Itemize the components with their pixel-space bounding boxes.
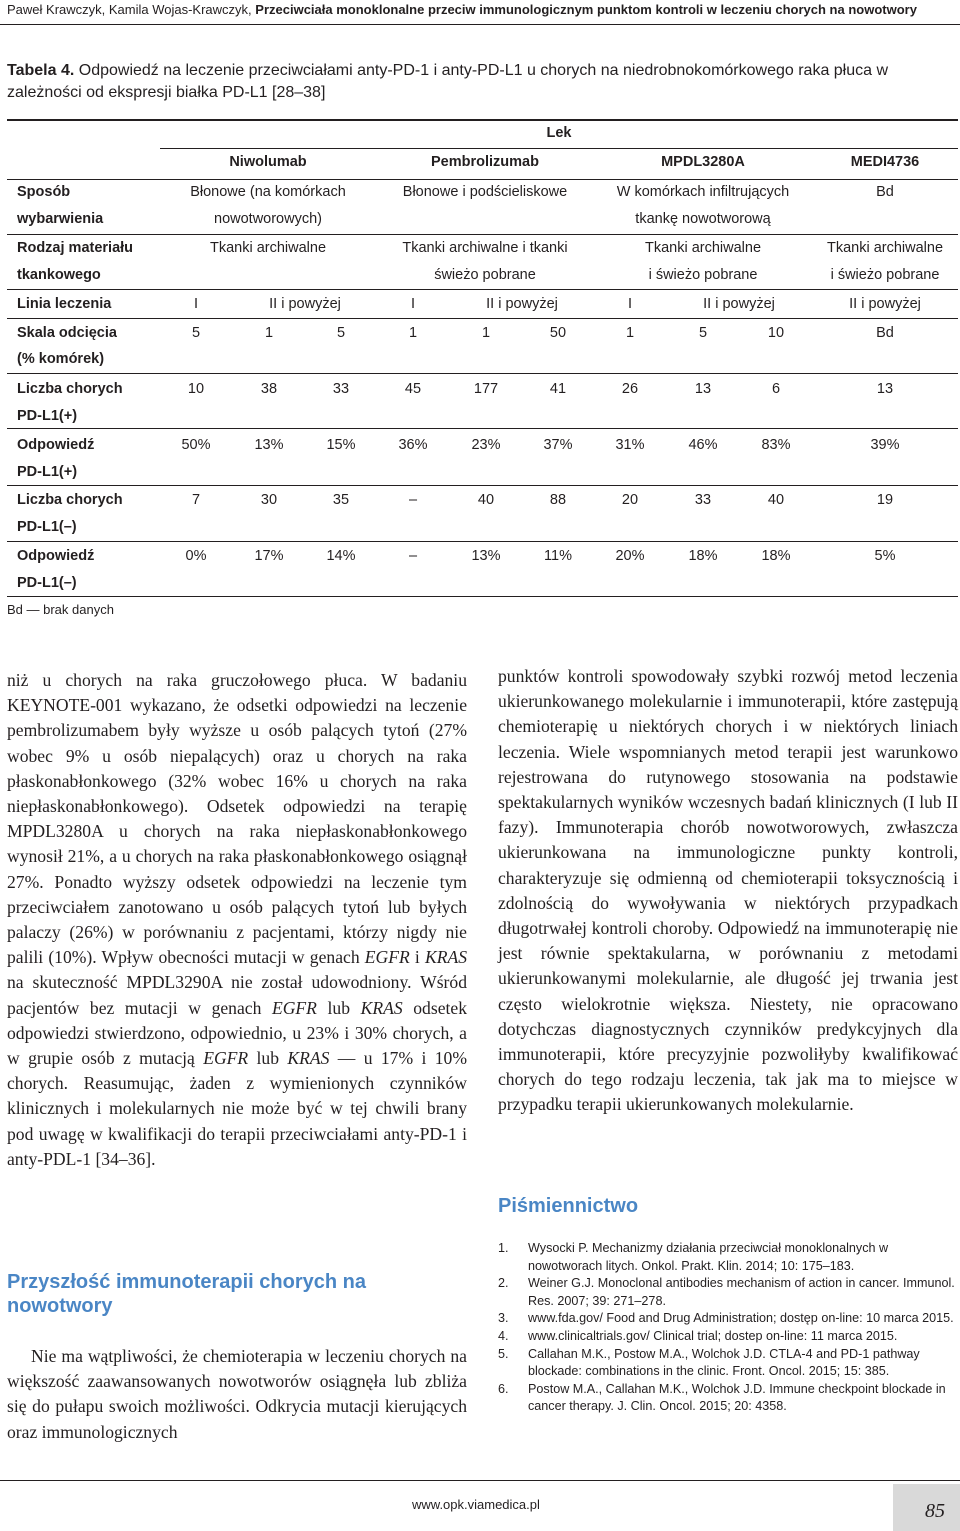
- cell-cutoff: 5: [698, 325, 708, 341]
- body-text: lub: [316, 997, 361, 1018]
- cell-cutoff: 1: [481, 325, 491, 341]
- cell-resp-neg: 17%: [254, 548, 284, 564]
- body-paragraph: punktów kontroli spowodowały szybki rozwój metod leczenia ukierunkowanego molekularnie i immunoterapii, które zastępują chemioterapię u niektórych chorych i w niektórych liniach leczenia. Wiele wspomnianych metod terapii jest warunkowo rejestrowana do rutynowego stosowania na podstawie spektakularnych wyników wczesnych badań klinicznych (I lub II fazy). Immunoterapia chorób nowotworowych, zwłaszcza ukierunkowana na immunologiczne punkty kontroli, charakteryzuje się odmienną od chemioterapii toksycznością i zdolnością do wywoływania w niektórych przypadkach długotrwałej kontroli choroby. Odpowiedź na immunoterapię nie jest równie spektakularna, w porównaniu z metodami ukierunkowanymi molekularnie, ale długość jej trwania jest często wielokrotnie większa. Niestety, nie opracowano dotychczas diagnostycznych czynników predykcyjnych dla immunoterapii, które precyzyjnie pozwoliłyby kwalifikować chorych do tego rodzaju leczenia, tak jak ma to miejsce w przypadku terapii ukierunkowanych molekularnie.: [498, 666, 958, 1115]
- cell-cutoff: 1: [625, 325, 635, 341]
- cell-resp-neg: 18%: [761, 548, 791, 564]
- cell-resp-neg: 20%: [615, 548, 645, 564]
- gene-name: EGFR: [364, 947, 410, 968]
- cell-resp-neg: –: [408, 548, 418, 564]
- cell-line: I: [193, 296, 199, 312]
- cell-line: II i powyżej: [703, 296, 775, 312]
- table-row-rule: [7, 373, 958, 374]
- footer-rule: [0, 1480, 960, 1481]
- cell-n-neg: 7: [191, 492, 201, 508]
- cell-n-pos: 6: [771, 381, 781, 397]
- row-label-line: Linia leczenia: [17, 296, 112, 312]
- row-label-staining-2: wybarwienia: [17, 211, 104, 227]
- footer-site: www.opk.viamedica.pl: [412, 1497, 540, 1512]
- cell-n-neg: 40: [477, 492, 495, 508]
- cell-staining-medi: Bd: [876, 184, 894, 200]
- row-label-n-pos-2: PD-L1(+): [17, 408, 78, 424]
- table-group-rule: [160, 148, 958, 149]
- reference-text: Wysocki P. Mechanizmy działania przeciwciał monoklonalnych w nowotworach litych. Onkol. Prakt. Klin. 2014; 10: 175–183.: [528, 1241, 889, 1273]
- row-label-n-neg-2: PD-L1(–): [17, 519, 77, 535]
- body-paragraph: Nie ma wątpliwości, że chemioterapia w leczeniu chorych na większość zaawansowanych nowotworów osiągnęła lub zbliża się do pułapu swoich możliwości. Odkrycia mutacji kierujących oraz immunologicznych: [7, 1346, 467, 1442]
- cell-resp-pos: 50%: [181, 437, 211, 453]
- table-top-rule: [7, 119, 958, 121]
- cell-material-pembrolizumab-2: świeżo pobrane: [434, 267, 536, 283]
- body-text: na skuteczność MPDL3290A nie został udowodniony. Wśród pacjentów bez mutacji w genach: [7, 972, 467, 1018]
- body-text: niż u chorych na raka gruczołowego płuca. W badaniu KEYNOTE-001 wykazano, że odsetki odpowiedzi na leczenie pembrolizumabem były wyższe u osób palących tytoń (27% wobec 9% u osób niepalących) oraz u chorych na raka płaskonabłonkowego (32% wobec 16% u chorych na raka niepłaskonabłonkowego). Odsetek odpowiedzi na terapię MPDL3280A u chorych na raka niepłaskonabłonkowego wynosił 21%, a u chorych na raka płaskonabłonkowego osiągnął 27%. Ponadto wyższy odsetek odpowiedzi na leczenie tym przeciwciałem zanotowano u osób palących tytoń lub byłych palaczy (26%) w porównaniu z pacjentami, którzy nigdy nie palili (10%). Wpływ obecności mutacji w genach: [7, 670, 467, 968]
- cell-n-neg: 33: [694, 492, 712, 508]
- row-label-material-2: tkankowego: [17, 267, 101, 283]
- table-caption-text: Odpowiedź na leczenie przeciwciałami anty-PD-1 i anty-PD-L1 u chorych na niedrobnokomórkowego raka płuca w zależności od ekspresji białka PD-L1 [28–38]: [7, 62, 889, 101]
- table-row-rule: [7, 289, 958, 290]
- cell-staining-pembrolizumab: Błonowe i podścieliskowe: [402, 184, 568, 200]
- cell-cutoff: 1: [264, 325, 274, 341]
- row-label-staining: Sposób: [17, 184, 71, 200]
- gene-name: EGFR: [203, 1048, 249, 1069]
- section-heading-future: Przyszłość immunoterapii chorych na nowotwory: [7, 1271, 366, 1317]
- cell-line: I: [410, 296, 416, 312]
- cell-material-pembrolizumab: Tkanki archiwalne i tkanki: [402, 240, 568, 256]
- gene-name: KRAS: [287, 1048, 330, 1069]
- cell-resp-neg: 11%: [544, 548, 572, 564]
- cell-staining-niwolumab: Błonowe (na komórkach: [190, 184, 346, 200]
- cell-resp-pos: 13%: [254, 437, 284, 453]
- reference-number: 1.: [498, 1241, 509, 1255]
- cell-cutoff: 10: [767, 325, 785, 341]
- reference-text: www.fda.gov/ Food and Drug Administration; dostęp on-line: 10 marca 2015.: [528, 1311, 954, 1326]
- reference-text: www.clinicaltrials.gov/ Clinical trial; dostep on-line: 11 marca 2015.: [528, 1328, 898, 1343]
- table-row-rule: [7, 541, 958, 542]
- cell-resp-neg: 14%: [326, 548, 356, 564]
- cell-n-pos: 13: [694, 381, 712, 397]
- cell-resp-neg: 13%: [471, 548, 501, 564]
- header-title: Przeciwciała monoklonalne przeciw immunologicznym punktom kontroli w leczeniu chorych na nowotwory: [255, 2, 917, 17]
- cell-line: II i powyżej: [269, 296, 341, 312]
- reference-item: [498, 1381, 960, 1416]
- cell-cutoff: 50: [549, 325, 567, 341]
- body-right-column: [498, 664, 958, 1118]
- table-caption: [7, 60, 957, 104]
- cell-n-pos: 41: [549, 381, 567, 397]
- row-label-resp-neg-2: PD-L1(–): [17, 575, 77, 591]
- cell-material-medi: Tkanki archiwalne: [826, 240, 944, 256]
- reference-number: 4.: [498, 1328, 509, 1343]
- cell-material-mpdl: Tkanki archiwalne: [644, 240, 762, 256]
- cell-n-neg: 19: [876, 492, 894, 508]
- cell-cutoff: Bd: [876, 325, 894, 341]
- table-header-rule: [7, 179, 958, 180]
- table-footnote: Bd — brak danych: [7, 602, 114, 617]
- body-left-column-2: [7, 1344, 467, 1445]
- cell-line: I: [627, 296, 633, 312]
- cell-resp-pos: 83%: [761, 437, 791, 453]
- cell-resp-pos: 39%: [870, 437, 900, 453]
- reference-item: [498, 1240, 960, 1275]
- row-label-cutoff-2: (% komórek): [17, 351, 105, 367]
- cell-n-pos: 177: [473, 381, 499, 397]
- reference-item: [498, 1346, 960, 1381]
- reference-item: [498, 1275, 960, 1310]
- body-text: odsetek odpowiedzi stwierdzono, odpowiednio, u 23% i 30% chorych, a w grupie osób z mutacją: [7, 997, 467, 1069]
- cell-n-pos: 10: [187, 381, 205, 397]
- reference-list: [498, 1240, 960, 1416]
- reference-text: Postow M.A., Callahan M.K., Wolchok J.D. Immune checkpoint blockade in cancer therapy. J. Clin. Oncol. 2015; 20: 4358.: [528, 1381, 946, 1414]
- gene-name: KRAS: [360, 997, 403, 1018]
- table-group-header: Lek: [546, 125, 572, 141]
- cell-resp-pos: 37%: [543, 437, 573, 453]
- cell-resp-pos: 15%: [326, 437, 356, 453]
- cell-n-pos: 13: [876, 381, 894, 397]
- cell-cutoff: 1: [408, 325, 418, 341]
- cell-resp-neg: 5%: [874, 548, 896, 564]
- drug-header-mpdl3280a: MPDL3280A: [661, 154, 745, 170]
- cell-n-neg: 30: [260, 492, 278, 508]
- row-label-material: Rodzaj materiału: [17, 240, 134, 256]
- drug-header-niwolumab: Niwolumab: [229, 154, 307, 170]
- table-row-rule: [7, 485, 958, 486]
- body-text: — u 17% i 10% chorych. Reasumując, żaden z wymienionych czynników klinicznych i molekularnych nie może być w tej chwili brany pod uwagę w kwalifikacji do terapii przeciwciałami anty-PD-1 i anty-PDL-1 [34–36].: [7, 1048, 467, 1169]
- cell-staining-mpdl: W komórkach infiltrujących: [616, 184, 790, 200]
- drug-header-medi4736: MEDI4736: [850, 154, 920, 170]
- reference-text: Weiner G.J. Monoclonal antibodies mechanism of action in cancer. Immunol. Res. 2007; 39: 271–278.: [528, 1276, 955, 1308]
- reference-number: 2.: [498, 1276, 509, 1291]
- reference-number: 6.: [498, 1381, 509, 1396]
- table-row-rule: [7, 318, 958, 319]
- cell-n-neg: 88: [549, 492, 567, 508]
- cell-material-medi-2: i świeżo pobrane: [830, 267, 940, 283]
- row-label-resp-neg: Odpowiedź: [17, 548, 95, 564]
- table-caption-label: Tabela 4.: [7, 62, 75, 79]
- row-label-cutoff: Skala odcięcia: [17, 325, 117, 341]
- cell-material-mpdl-2: i świeżo pobrane: [648, 267, 758, 283]
- cell-resp-pos: 31%: [615, 437, 645, 453]
- gene-name: KRAS: [424, 947, 467, 968]
- reference-item: [498, 1328, 960, 1346]
- cell-line: II i powyżej: [486, 296, 558, 312]
- cell-resp-pos: 46%: [688, 437, 718, 453]
- cell-cutoff: 5: [191, 325, 201, 341]
- cell-resp-neg: 0%: [185, 548, 207, 564]
- cell-n-neg: 40: [767, 492, 785, 508]
- cell-staining-niwolumab-2: nowotworowych): [214, 211, 322, 227]
- cell-line: II i powyżej: [849, 296, 921, 312]
- cell-n-pos: 26: [621, 381, 639, 397]
- row-label-resp-pos-2: PD-L1(+): [17, 464, 78, 480]
- table-bottom-rule: [7, 596, 958, 597]
- cell-n-pos: 45: [404, 381, 422, 397]
- header-rule: [0, 24, 960, 25]
- cell-resp-pos: 23%: [471, 437, 501, 453]
- gene-name: EGFR: [271, 997, 317, 1018]
- reference-item: [498, 1310, 960, 1328]
- table-row-rule: [7, 428, 958, 429]
- cell-n-pos: 33: [332, 381, 350, 397]
- reference-text: Callahan M.K., Postow M.A., Wolchok J.D. CTLA-4 and PD-1 pathway blockade: combinations in the clinic. Front. Oncol. 2015; 15: 385.: [528, 1346, 920, 1379]
- body-paragraph: [7, 668, 467, 1172]
- row-label-n-pos: Liczba chorych: [17, 381, 123, 397]
- table-row-rule: [7, 234, 958, 235]
- page-number: 85: [925, 1500, 945, 1522]
- cell-resp-pos: 36%: [398, 437, 428, 453]
- cell-n-pos: 38: [260, 381, 278, 397]
- cell-resp-neg: 18%: [688, 548, 718, 564]
- cell-n-neg: 20: [621, 492, 639, 508]
- row-label-n-neg: Liczba chorych: [17, 492, 123, 508]
- drug-header-pembrolizumab: Pembrolizumab: [431, 154, 539, 170]
- running-header: [7, 2, 957, 18]
- cell-n-neg: 35: [332, 492, 350, 508]
- body-left-column: [7, 668, 467, 1172]
- section-heading-references: Piśmiennictwo: [498, 1195, 639, 1217]
- header-authors: Paweł Krawczyk, Kamila Wojas-Krawczyk,: [7, 2, 252, 17]
- row-label-resp-pos: Odpowiedź: [17, 437, 95, 453]
- cell-material-niwolumab: Tkanki archiwalne: [209, 240, 327, 256]
- body-text: lub: [248, 1048, 288, 1069]
- reference-number: 3.: [498, 1311, 509, 1326]
- reference-number: 5.: [498, 1346, 509, 1361]
- cell-n-neg: –: [408, 492, 418, 508]
- body-text: i: [409, 947, 425, 968]
- cell-cutoff: 5: [336, 325, 346, 341]
- cell-staining-mpdl-2: tkankę nowotworową: [635, 211, 771, 227]
